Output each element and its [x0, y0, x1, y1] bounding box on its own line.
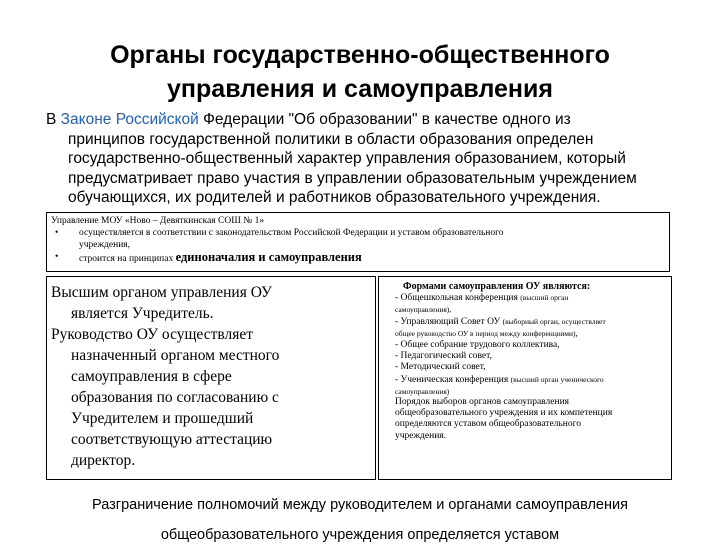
intro-line-5: обучающихся, их родителей и работников образовательного учреждения.: [68, 189, 601, 206]
election-procedure-line-1: Порядок выборов органов самоуправления: [395, 397, 570, 408]
intro-line-4: предусматривает право участия в управлении образовательным учреждением: [68, 169, 637, 187]
footer-statement: [0, 490, 720, 550]
intro-text: Федерации "Об образовании" в качестве одного из: [198, 111, 571, 128]
founder-line-6: образования по согласованию с: [71, 389, 279, 406]
founder-line-7: Учредителем и прошедший: [71, 410, 254, 427]
form-item-note: (высший орган: [520, 293, 569, 303]
election-procedure-line-2: общеобразовательного учреждения и их компетенция: [395, 408, 613, 419]
bullet-icon: •: [55, 252, 59, 262]
election-procedure-line-4: учреждения.: [395, 430, 447, 441]
page-title: [0, 38, 720, 106]
form-item-text: - Ученическая конференция: [395, 374, 511, 385]
management-heading: Управление МОУ «Ново – Девяткинская СОШ № 1»: [51, 216, 265, 226]
bullet-icon: •: [55, 228, 59, 238]
footer-line-2: общеобразовательного учреждения определяется уставом: [160, 527, 560, 543]
form-item-council: [395, 316, 665, 328]
form-item-note: (высший орган ученического: [510, 374, 604, 384]
intro-line-3: государственно-общественный характер управления образованием, который: [68, 150, 626, 167]
forms-heading: Формами самоуправления ОУ являются:: [403, 281, 591, 292]
founder-line-2: является Учредитель.: [71, 305, 214, 322]
founder-line-4: назначенный органом местного: [71, 347, 280, 364]
footer-line-1: Разграничение полномочий между руководителем и органами самоуправления: [92, 497, 628, 513]
form-item-note: самоуправления): [395, 386, 450, 396]
form-item-text: ,: [575, 328, 578, 339]
founder-box: [46, 276, 376, 480]
form-item-conference: [395, 292, 665, 304]
page-title-line-1: Органы государственно-общественного: [110, 41, 610, 69]
management-box: [46, 212, 670, 272]
founder-line-9: директор.: [71, 452, 136, 469]
founder-line-3: Руководство ОУ осуществляет: [51, 326, 253, 343]
intro-line-1: [46, 110, 686, 130]
management-item-1-line-1: осуществляется в соответствии с законодательством Российской Федерации и уставом образовательного: [79, 228, 504, 238]
form-item-methodical-council: - Методический совет,: [395, 362, 486, 373]
intro-text: В: [46, 111, 61, 128]
management-item-2-emphasis: единоначалия и самоуправления: [175, 250, 362, 264]
management-item-1: [51, 227, 665, 251]
management-item-2: [51, 251, 665, 265]
intro-paragraph: [46, 110, 686, 208]
founder-line-1: Высшим органом управления ОУ: [51, 284, 273, 301]
form-item-staff-meeting: - Общее собрание трудового коллектива,: [395, 340, 560, 351]
law-link-text: Законе Российской: [60, 111, 199, 128]
founder-line-5: самоуправления в сфере: [71, 368, 232, 385]
form-item-text: - Общешкольная конференция: [395, 293, 521, 304]
self-government-forms-box: [378, 276, 672, 480]
founder-line-8: соответствующую аттестацию: [71, 431, 273, 448]
form-item-note: (выборный орган, осуществляет: [502, 316, 606, 326]
management-item-1-line-2: учреждения,: [79, 240, 131, 250]
intro-line-2: принципов государственной политики в области образования определен: [68, 130, 594, 148]
form-item-council-cont: [395, 328, 665, 340]
election-procedure-line-3: определяются уставом общеобразовательного: [395, 419, 581, 430]
form-item-pedagogical-council: - Педагогический совет,: [395, 351, 492, 362]
form-item-note: самоуправления),: [395, 305, 452, 315]
page-title-line-2: управления и самоуправления: [167, 75, 553, 103]
form-item-note: общее руководство ОУ в период между конференциями): [395, 328, 576, 338]
management-item-2-text: строится на принципах: [79, 254, 176, 264]
form-item-text: - Управляющий Совет ОУ: [395, 316, 503, 327]
form-item-student-conference: [395, 374, 665, 386]
